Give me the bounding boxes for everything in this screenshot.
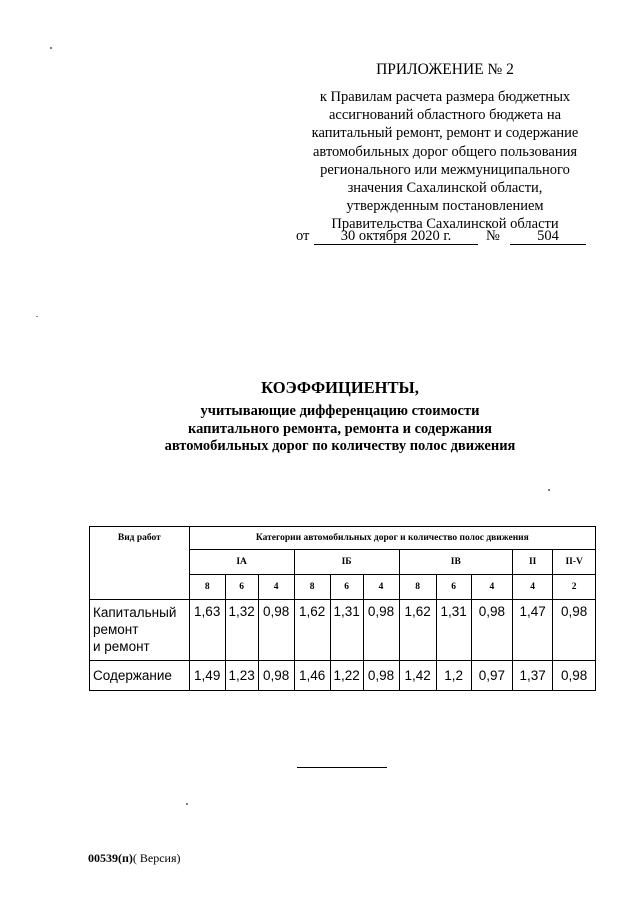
- date-prefix: от: [296, 228, 310, 244]
- appendix-line: значения Сахалинской области,: [347, 180, 543, 197]
- coefficient-cell: 1,42: [399, 661, 436, 691]
- table-row: [90, 661, 596, 691]
- document-title: КОЭФФИЦИЕНТЫ,: [261, 378, 419, 397]
- appendix-line: Правительства Сахалинской области: [331, 216, 559, 233]
- category-header: IВ: [399, 550, 512, 575]
- coefficient-cell: 0,98: [258, 600, 294, 661]
- lane-count-header: 8: [399, 575, 436, 600]
- scan-speck: [36, 316, 38, 317]
- subtitle-line: капитального ремонта, ремонта и содержания: [187, 420, 493, 437]
- table-row: [90, 600, 596, 661]
- appendix-title: ПРИЛОЖЕНИЕ № 2: [376, 61, 514, 78]
- number-label: №: [486, 228, 500, 244]
- row-label-capital-repair: [90, 600, 190, 661]
- coefficient-cell: 0,97: [471, 661, 512, 691]
- header-work-type: Вид работ: [90, 527, 190, 600]
- category-header: IБ: [294, 550, 399, 575]
- coefficient-cell: 1,37: [513, 661, 553, 691]
- end-divider: [297, 767, 387, 768]
- coefficient-cell: 1,46: [294, 661, 330, 691]
- coefficient-cell: 0,98: [363, 661, 399, 691]
- coefficient-cell: 0,98: [553, 661, 596, 691]
- coefficient-cell: 0,98: [363, 600, 399, 661]
- document-version: ( Версия): [132, 851, 181, 865]
- appendix-line: ассигнований областного бюджета на: [328, 107, 562, 124]
- document-code-number: 00539(п): [88, 851, 133, 865]
- category-header: II: [513, 550, 553, 575]
- coefficients-table: [89, 526, 596, 691]
- appendix-line: регионального или межмуниципального: [320, 161, 570, 178]
- coefficient-cell: 0,98: [258, 661, 294, 691]
- subtitle-line: учитывающие дифференцацию стоимости: [200, 403, 480, 419]
- coefficient-cell: 1,31: [330, 600, 363, 661]
- lane-count-header: 6: [436, 575, 471, 600]
- scan-speck: [548, 489, 550, 491]
- document-code: [88, 851, 181, 866]
- row-label-line: и ремонт: [93, 639, 150, 654]
- resolution-number: 504: [510, 227, 586, 245]
- row-label-line: ремонт: [93, 622, 139, 637]
- lane-count-header: 4: [513, 575, 553, 600]
- lane-count-header: 6: [225, 575, 258, 600]
- lane-count-header: 2: [553, 575, 596, 600]
- lane-count-header: 4: [471, 575, 512, 600]
- lane-count-header: 6: [330, 575, 363, 600]
- scan-speck: [50, 47, 52, 49]
- coefficient-cell: 1,62: [294, 600, 330, 661]
- category-header: II-V: [553, 550, 596, 575]
- coefficient-cell: 1,47: [513, 600, 553, 661]
- lane-count-header: 8: [294, 575, 330, 600]
- document-subtitle: [0, 403, 636, 456]
- coefficient-cell: 1,2: [436, 661, 471, 691]
- lane-count-header: 4: [258, 575, 294, 600]
- coefficient-cell: 1,32: [225, 600, 258, 661]
- coefficient-cell: 1,23: [225, 661, 258, 691]
- appendix-line: утвержденным постановлением: [346, 198, 544, 215]
- coefficient-cell: 1,49: [189, 661, 225, 691]
- resolution-date: 30 октября 2020 г.: [314, 227, 478, 245]
- coefficient-cell: 1,63: [189, 600, 225, 661]
- appendix-line: к Правилам расчета размера бюджетных: [319, 89, 571, 105]
- subtitle-line: автомобильных дорог по количеству полос движения: [164, 438, 516, 455]
- lane-count-header: 8: [189, 575, 225, 600]
- coefficient-cell: 1,62: [399, 600, 436, 661]
- resolution-date-row: [296, 227, 596, 247]
- appendix-line: капитальный ремонт, ремонт и содержание: [311, 125, 579, 142]
- appendix-line: автомобильных дорог общего пользования: [312, 143, 578, 160]
- lane-count-header: 4: [363, 575, 399, 600]
- appendix-text: [300, 88, 590, 234]
- coefficient-cell: 1,31: [436, 600, 471, 661]
- row-label-line: Капитальный: [93, 605, 177, 620]
- coefficient-cell: 0,98: [553, 600, 596, 661]
- header-categories: Категории автомобильных дорог и количество полос движения: [189, 527, 595, 550]
- category-header: IA: [189, 550, 294, 575]
- coefficient-cell: 0,98: [471, 600, 512, 661]
- coefficient-cell: 1,22: [330, 661, 363, 691]
- scan-speck: [186, 803, 188, 805]
- row-label-maintenance: Содержание: [90, 661, 190, 691]
